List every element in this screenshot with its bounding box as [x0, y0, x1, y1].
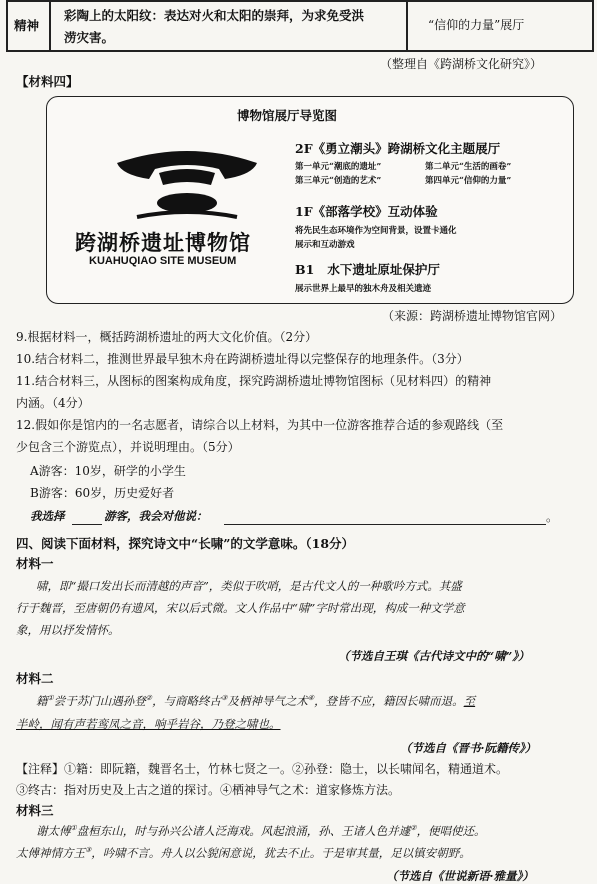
floor-b1-desc: 展示世界上最早的独木舟及相关遗迹: [295, 284, 432, 294]
section4-heading: 四、阅读下面材料，探究诗文中“长啸”的文学意味。（18分）: [16, 536, 355, 551]
floor-2f-unit4: 第四单元“信仰的力量”: [425, 176, 512, 186]
floor-1f-desc-line2: 展示和互动游戏: [295, 240, 355, 250]
table-cell-desc-line1: 彩陶上的太阳纹：表达对火和太阳的崇拜，为求免受洪: [64, 8, 365, 23]
floor-2f-unit2: 第二单元“生活的画卷”: [425, 162, 512, 172]
material3-source: （节选自《世说新语·雅量》）: [386, 869, 534, 883]
museum-guide-title: 博物馆展厅导览图: [237, 108, 338, 123]
material1-line2: 行于魏晋，至唐朝仍有遗风，宋以后式微。文人作品中“啸”字时常出现，构成一种文学意: [16, 601, 465, 615]
floor-1f-title: 1F《部落学校》互动体验: [295, 204, 438, 219]
question-12-line2: 少包含三个游览点），并说明理由。（5分）: [16, 440, 240, 454]
museum-logo-icon: [107, 145, 267, 225]
question-11-line1: 11.结合材料三，从图标的图案构成角度，探究跨湖桥遗址博物馆图标（见材料四）的精神: [16, 374, 492, 388]
material2-line2: 半岭，闻有声若鸾凤之音，响乎岩谷，乃登之啸也。: [16, 717, 281, 731]
floor-b1-title: B1 水下遗址原址保护厅: [295, 262, 440, 277]
floor-2f-unit1: 第一单元“潮底的遗址”: [295, 162, 382, 172]
answer-reason-blank[interactable]: [224, 524, 546, 525]
material3-label: 材料三: [16, 803, 54, 818]
answer-choose-prefix: 我选择: [30, 509, 65, 523]
material1-line3: 象，用以抒发情怀。: [16, 623, 120, 637]
visitor-a: A游客：10岁，研学的小学生: [30, 464, 186, 478]
material1-source: （节选自王琪《古代诗文中的“啸”》）: [338, 649, 530, 663]
floor-2f-title: 2F《勇立潮头》跨湖桥文化主题展厅: [295, 141, 501, 156]
material2-source: （节选自《晋书·阮籍传》）: [400, 741, 537, 755]
material1-line1: 啸，即“撮口发出长而清越的声音”，类似于吹哨，是古代文人的一种歌吟方式。其盛: [36, 579, 462, 593]
floor-2f-unit3: 第三单元“创造的艺术”: [295, 176, 382, 186]
material2-label: 材料二: [16, 671, 54, 686]
source-note-1: （整理自《跨湖桥文化研究》）: [380, 57, 543, 71]
answer-choose-end: 。: [546, 510, 559, 524]
table-cell-desc-line2: 涝灾害。: [64, 30, 115, 45]
material2-note-line2: ③终古：指对历史及上古之道的探讨。④栖神导气之术：道家修炼方法。: [16, 783, 401, 797]
museum-logo-en: KUAHUQIAO SITE MUSEUM: [89, 255, 237, 267]
material4-heading: 【材料四】: [16, 74, 79, 89]
question-12-line1: 12.假如你是馆内的一名志愿者，请综合以上材料，为其中一位游客推荐合适的参观路线（至: [16, 418, 504, 432]
museum-guide-box: [46, 96, 574, 304]
visitor-b: B游客：60岁，历史爱好者: [30, 486, 175, 500]
material2-note-line1: 【注释】①籍：即阮籍，魏晋名士，竹林七贤之一。②孙登：隐士，以长啸闻名，精通道术。: [16, 762, 509, 776]
material3-line2: 太傅神情方王③，吟啸不言。舟人以公貌闲意说，犹去不止。于是审其量，足以镇安朝野。: [16, 846, 471, 860]
source-note-2: （来源：跨湖桥遗址博物馆官网）: [382, 309, 563, 323]
material1-label: 材料一: [16, 556, 54, 571]
question-11-line2: 内涵。（4分）: [16, 396, 90, 410]
table-cell-label: 精神: [14, 18, 40, 33]
question-10: 10.结合材料二，推测世界最早独木舟在跨湖桥遗址得以完整保存的地理条件。（3分）: [16, 352, 469, 366]
answer-choose-suffix: 游客，我会对他说：: [104, 509, 208, 523]
museum-logo-cn: 跨湖桥遗址博物馆: [75, 230, 251, 255]
floor-1f-desc-line1: 将先民生态环境作为空间背景，设置卡通化: [295, 226, 457, 236]
material3-line1: 谢太傅①盘桓东山，时与孙兴公诸人泛海戏。风起浪涌，孙、王诸人色并遽②，便唱使还。: [36, 824, 486, 838]
question-9: 9.根据材料一，概括跨湖桥遗址的两大文化价值。（2分）: [16, 330, 318, 344]
material2-line1: 籍①尝于苏门山遇孙登②，与商略终古③及栖神导气之术④，登皆不应，籍因长啸而退。至: [36, 694, 476, 708]
answer-visitor-blank[interactable]: [72, 524, 102, 525]
table-cell-hall: “信仰的力量”展厅: [428, 18, 525, 32]
